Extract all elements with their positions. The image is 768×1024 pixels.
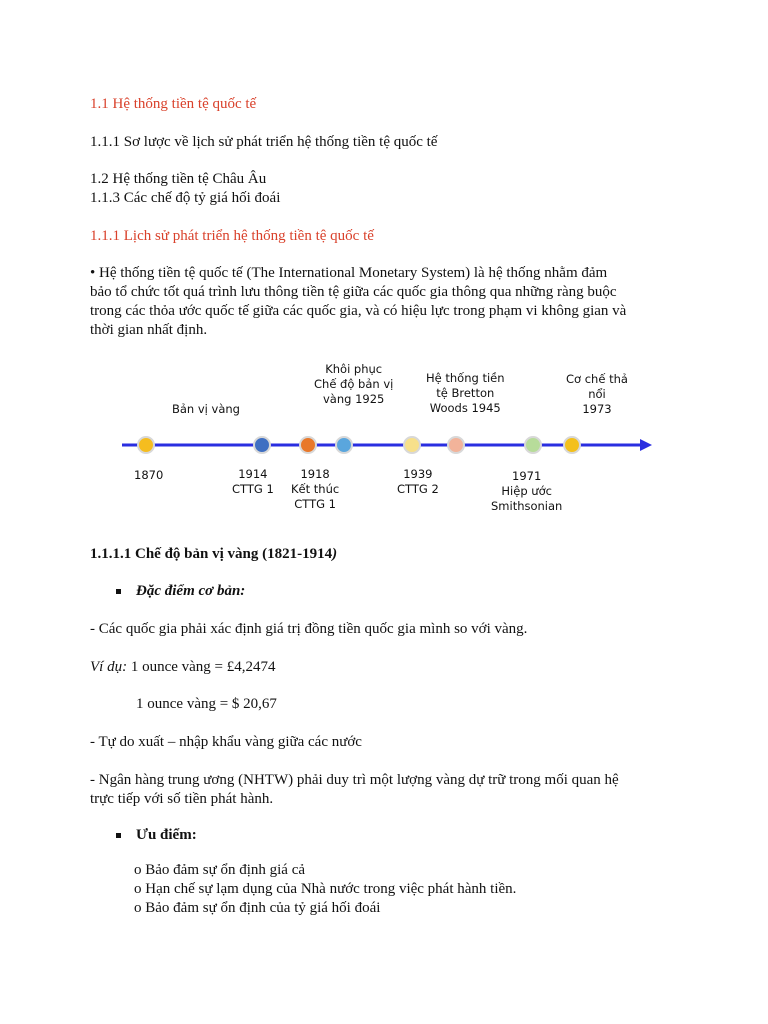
advantage-item: o Hạn chế sự lạm dụng của Nhà nước trong việc phát hành tiền. — [134, 881, 517, 897]
feature-line-2: - Tự do xuất – nhập khẩu vàng giữa các nước — [90, 734, 362, 750]
heading-1-1: 1.1 Hệ thống tiền tệ quốc tế — [90, 96, 257, 112]
heading-1-1-1: 1.1.1 Sơ lược về lịch sử phát triển hệ thống tiền tệ quốc tế — [90, 134, 438, 150]
timeline-label-restore-1925: Khôi phục Chế độ bản vị vàng 1925 — [314, 362, 394, 406]
feature-line-3a: - Ngân hàng trung ương (NHTW) phải duy trì một lượng vàng dự trữ trong mối quan hệ — [90, 772, 619, 788]
example-line-1: Ví dụ: 1 ounce vàng = £4,2474 — [90, 659, 276, 675]
feature-line-1: - Các quốc gia phải xác định giá trị đồng tiền quốc gia mình so với vàng. — [90, 621, 528, 637]
square-bullet — [116, 589, 121, 594]
advantages-label: Ưu điểm: — [136, 827, 197, 843]
timeline-graphic — [0, 420, 768, 470]
feature-line-3b: trực tiếp với số tiền phát hành. — [90, 791, 274, 807]
timeline-label-1918: 1918 Kết thúc CTTG 1 — [291, 467, 340, 511]
timeline-label-bretton-woods: Hệ thống tiền tệ Bretton Woods 1945 — [426, 371, 505, 415]
timeline-label-1939: 1939 CTTG 2 — [397, 467, 439, 496]
timeline-arrowhead — [640, 439, 652, 451]
features-label: Đặc điểm cơ bản: — [136, 583, 246, 599]
heading-1-2: 1.2 Hệ thống tiền tệ Châu Âu — [90, 171, 267, 187]
sub-bullet: o — [134, 900, 142, 916]
example-line-2: 1 ounce vàng = $ 20,67 — [136, 696, 277, 712]
heading-1-1-3: 1.1.3 Các chế độ tỷ giá hối đoái — [90, 190, 281, 206]
timeline-label-1870: 1870 — [134, 468, 164, 482]
timeline-dot — [404, 437, 420, 453]
timeline-dot — [138, 437, 154, 453]
timeline-dot — [254, 437, 270, 453]
advantage-item: o Bảo đảm sự ổn định của tỷ giá hối đoái — [134, 900, 381, 916]
square-bullet — [116, 833, 121, 838]
timeline-dot — [300, 437, 316, 453]
intro-paragraph — [90, 264, 690, 340]
heading-history: 1.1.1 Lịch sử phát triển hệ thống tiền tệ quốc tế — [90, 228, 374, 244]
intro-line: • Hệ thống tiền tệ quốc tế (The International Monetary System) là hệ thống nhằm đảm — [90, 265, 608, 281]
timeline-dot — [564, 437, 580, 453]
timeline-label-floating-1973: Cơ chế thả nổi 1973 — [566, 372, 628, 416]
section-title: 1.1.1.1 Chế độ bản vị vàng (1821-1914) — [90, 546, 338, 562]
advantage-item: o Bảo đảm sự ổn định giá cả — [134, 862, 306, 878]
intro-line: bảo tổ chức tốt quá trình lưu thông tiền tệ giữa các quốc gia thông qua những ràng buộc — [90, 284, 617, 300]
intro-line: thời gian nhất định. — [90, 322, 208, 338]
timeline-dot — [336, 437, 352, 453]
timeline-label-gold-standard: Bản vị vàng — [172, 402, 240, 416]
timeline-dot — [448, 437, 464, 453]
sub-bullet: o — [134, 881, 142, 897]
timeline-label-1971: 1971 Hiệp ước Smithsonian — [491, 469, 563, 513]
timeline-label-1914: 1914 CTTG 1 — [232, 467, 274, 496]
intro-line: trong các thỏa ước quốc tế giữa các quốc gia, và có hiệu lực trong phạm vi không gian và — [90, 303, 627, 319]
timeline-dot — [525, 437, 541, 453]
sub-bullet: o — [134, 862, 142, 878]
example-label: Ví dụ: — [90, 659, 128, 675]
